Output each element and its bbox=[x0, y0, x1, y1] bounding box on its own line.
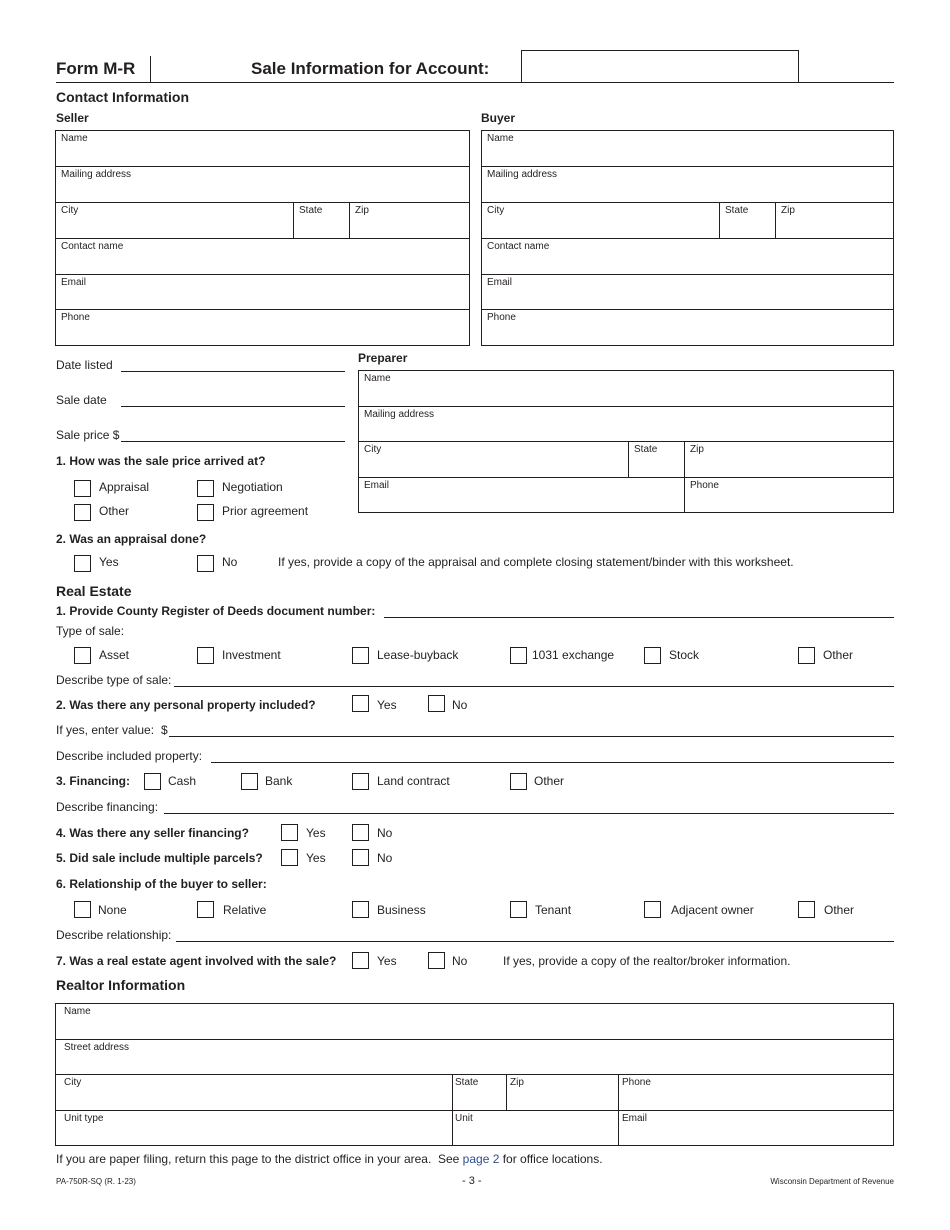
buyer-state-label: State bbox=[725, 205, 749, 216]
sale-asset-label: Asset bbox=[99, 648, 130, 662]
realtor-unit-type-field[interactable] bbox=[56, 1111, 453, 1145]
realtor-zip-field[interactable] bbox=[507, 1075, 619, 1111]
realtor-zip-label: Zip bbox=[510, 1077, 524, 1088]
preparer-name-field[interactable] bbox=[359, 371, 893, 407]
realtor-unit-type-label: Unit type bbox=[64, 1113, 104, 1124]
buyer-name-field[interactable] bbox=[482, 131, 893, 167]
paper-filing-note-text: If you are paper filing, return this page to the district office in your area. See bbox=[56, 1152, 463, 1166]
personal-property-yes-checkbox[interactable] bbox=[352, 695, 369, 712]
financing-cash-checkbox[interactable] bbox=[144, 773, 161, 790]
seller-phone-label: Phone bbox=[61, 312, 90, 323]
re-q5-label: 5. Did sale include multiple parcels? bbox=[56, 851, 263, 865]
sale-1031-exchange-label: 1031 exchange bbox=[532, 648, 615, 662]
date-listed-input[interactable] bbox=[121, 371, 345, 372]
seller-heading: Seller bbox=[56, 111, 89, 125]
page-title: Sale Information for Account: bbox=[251, 59, 490, 78]
financing-other-checkbox[interactable] bbox=[510, 773, 527, 790]
buyer-phone-label: Phone bbox=[487, 312, 516, 323]
page-number: - 3 - bbox=[462, 1175, 482, 1187]
q1-price-method-label: 1. How was the sale price arrived at? bbox=[56, 454, 266, 468]
sale-investment-label: Investment bbox=[222, 648, 281, 662]
seller-city-field[interactable] bbox=[56, 203, 294, 239]
paper-filing-note-tail: for office locations. bbox=[499, 1152, 603, 1166]
buyer-city-label: City bbox=[487, 205, 505, 216]
seller-financing-no-label: No bbox=[377, 826, 393, 840]
personal-property-no-label: No bbox=[452, 698, 468, 712]
re-q1-label: 1. Provide County Register of Deeds document number: bbox=[56, 604, 376, 618]
seller-financing-yes-label: Yes bbox=[306, 826, 326, 840]
price-other-checkbox[interactable] bbox=[74, 504, 91, 521]
preparer-email-field[interactable] bbox=[359, 478, 685, 512]
sale-asset-checkbox[interactable] bbox=[74, 647, 91, 664]
appraisal-no-label: No bbox=[222, 555, 238, 569]
financing-land-contract-checkbox[interactable] bbox=[352, 773, 369, 790]
buyer-phone-field[interactable] bbox=[482, 310, 893, 345]
relationship-relative-label: Relative bbox=[223, 903, 267, 917]
appraisal-yes-checkbox[interactable] bbox=[74, 555, 91, 572]
relationship-relative-checkbox[interactable] bbox=[197, 901, 214, 918]
relationship-tenant-label: Tenant bbox=[535, 903, 572, 917]
buyer-email-label: Email bbox=[487, 277, 513, 288]
personal-property-value-input[interactable] bbox=[169, 736, 894, 737]
preparer-mailing-field[interactable] bbox=[359, 407, 893, 442]
buyer-zip-label: Zip bbox=[781, 205, 795, 216]
realtor-phone-label: Phone bbox=[622, 1077, 651, 1088]
seller-city-label: City bbox=[61, 205, 79, 216]
describe-property-label: Describe included property: bbox=[56, 749, 203, 763]
financing-other-label: Other bbox=[534, 774, 565, 788]
appraisal-note: If yes, provide a copy of the appraisal and complete closing statement/binder with this worksheet. bbox=[278, 555, 794, 569]
realtor-street-field[interactable] bbox=[56, 1040, 893, 1075]
negotiation-label: Negotiation bbox=[222, 480, 283, 494]
seller-box bbox=[55, 130, 470, 346]
seller-zip-label: Zip bbox=[355, 205, 369, 216]
financing-land-contract-label: Land contract bbox=[377, 774, 450, 788]
sale-stock-checkbox[interactable] bbox=[644, 647, 661, 664]
sale-other-label: Other bbox=[823, 648, 854, 662]
seller-email-field[interactable] bbox=[56, 275, 469, 310]
sale-investment-checkbox[interactable] bbox=[197, 647, 214, 664]
realtor-email-label: Email bbox=[622, 1113, 648, 1124]
deeds-document-number-input[interactable] bbox=[384, 617, 894, 618]
sale-other-checkbox[interactable] bbox=[798, 647, 815, 664]
price-other-label: Other bbox=[99, 504, 130, 518]
relationship-business-checkbox[interactable] bbox=[352, 901, 369, 918]
appraisal-yes-label: Yes bbox=[99, 555, 119, 569]
describe-relationship-input[interactable] bbox=[176, 941, 894, 942]
preparer-state-field[interactable] bbox=[629, 442, 685, 478]
seller-phone-field[interactable] bbox=[56, 310, 469, 345]
preparer-email-label: Email bbox=[364, 480, 390, 491]
preparer-state-label: State bbox=[634, 444, 658, 455]
form-code: PA-750R-SQ (R. 1-23) bbox=[56, 1177, 136, 1186]
agent-note: If yes, provide a copy of the realtor/broker information. bbox=[503, 954, 791, 968]
prior-agreement-label: Prior agreement bbox=[222, 504, 309, 518]
buyer-city-field[interactable] bbox=[482, 203, 720, 239]
seller-contact-name-field[interactable] bbox=[56, 239, 469, 275]
sale-lease-buyback-label: Lease-buyback bbox=[377, 648, 459, 662]
seller-state-label: State bbox=[299, 205, 323, 216]
buyer-mailing-field[interactable] bbox=[482, 167, 893, 203]
preparer-zip-field[interactable] bbox=[685, 442, 893, 478]
realtor-unit-field[interactable] bbox=[453, 1111, 619, 1145]
buyer-mailing-label: Mailing address bbox=[487, 169, 558, 180]
appraisal-label: Appraisal bbox=[99, 480, 150, 494]
preparer-zip-label: Zip bbox=[690, 444, 704, 455]
realtor-phone-field[interactable] bbox=[619, 1075, 893, 1111]
paper-filing-note bbox=[56, 1152, 603, 1166]
describe-relationship-label: Describe relationship: bbox=[56, 928, 172, 942]
relationship-business-label: Business bbox=[377, 903, 426, 917]
realtor-box bbox=[55, 1003, 894, 1146]
type-of-sale-label: Type of sale: bbox=[56, 624, 125, 638]
realtor-unit-label: Unit bbox=[455, 1113, 473, 1124]
agent-no-label: No bbox=[452, 954, 468, 968]
seller-name-field[interactable] bbox=[56, 131, 469, 167]
multiple-parcels-yes-label: Yes bbox=[306, 851, 326, 865]
appraisal-checkbox[interactable] bbox=[74, 480, 91, 497]
buyer-email-field[interactable] bbox=[482, 275, 893, 310]
header-divider bbox=[150, 56, 151, 82]
describe-financing-input[interactable] bbox=[164, 813, 894, 814]
real-estate-heading: Real Estate bbox=[56, 583, 132, 599]
sale-price-label: Sale price $ bbox=[56, 428, 120, 442]
buyer-state-field[interactable] bbox=[720, 203, 776, 239]
sale-price-input[interactable] bbox=[121, 441, 345, 442]
describe-type-label: Describe type of sale: bbox=[56, 673, 172, 687]
q2-appraisal-label: 2. Was an appraisal done? bbox=[56, 532, 207, 546]
preparer-mailing-label: Mailing address bbox=[364, 409, 435, 420]
financing-bank-checkbox[interactable] bbox=[241, 773, 258, 790]
buyer-contact-name-field[interactable] bbox=[482, 239, 893, 275]
preparer-phone-label: Phone bbox=[690, 480, 719, 491]
realtor-street-label: Street address bbox=[64, 1042, 130, 1053]
realtor-city-label: City bbox=[64, 1077, 82, 1088]
relationship-other-checkbox[interactable] bbox=[798, 901, 815, 918]
form-id: Form M-R bbox=[56, 59, 136, 78]
page-2-link[interactable]: page 2 bbox=[462, 1152, 500, 1166]
buyer-name-label: Name bbox=[487, 133, 514, 144]
seller-mailing-field[interactable] bbox=[56, 167, 469, 203]
buyer-zip-field[interactable] bbox=[776, 203, 893, 239]
seller-zip-field[interactable] bbox=[350, 203, 469, 239]
buyer-box bbox=[481, 130, 894, 346]
preparer-box bbox=[358, 370, 894, 513]
contact-info-heading: Contact Information bbox=[56, 89, 189, 105]
relationship-none-label: None bbox=[98, 903, 127, 917]
seller-financing-yes-checkbox[interactable] bbox=[281, 824, 298, 841]
preparer-city-label: City bbox=[364, 444, 382, 455]
agent-yes-label: Yes bbox=[377, 954, 397, 968]
seller-email-label: Email bbox=[61, 277, 87, 288]
sale-lease-buyback-checkbox[interactable] bbox=[352, 647, 369, 664]
personal-property-yes-label: Yes bbox=[377, 698, 397, 712]
multiple-parcels-no-label: No bbox=[377, 851, 393, 865]
re-q4-label: 4. Was there any seller financing? bbox=[56, 826, 249, 840]
agency-name: Wisconsin Department of Revenue bbox=[770, 1177, 894, 1186]
realtor-state-field[interactable] bbox=[453, 1075, 507, 1111]
realtor-city-field[interactable] bbox=[56, 1075, 453, 1111]
realtor-info-heading: Realtor Information bbox=[56, 977, 186, 993]
realtor-name-label: Name bbox=[64, 1006, 91, 1017]
realtor-state-label: State bbox=[455, 1077, 479, 1088]
appraisal-no-checkbox[interactable] bbox=[197, 555, 214, 572]
relationship-adjacent-owner-checkbox[interactable] bbox=[644, 901, 661, 918]
realtor-name-field[interactable] bbox=[56, 1004, 893, 1040]
re-q7-label: 7. Was a real estate agent involved with the sale? bbox=[56, 954, 337, 968]
personal-property-no-checkbox[interactable] bbox=[428, 695, 445, 712]
preparer-heading: Preparer bbox=[358, 351, 408, 365]
seller-contact-name-label: Contact name bbox=[61, 241, 124, 252]
relationship-other-label: Other bbox=[824, 903, 855, 917]
sale-stock-label: Stock bbox=[669, 648, 700, 662]
describe-type-input[interactable] bbox=[174, 686, 894, 687]
multiple-parcels-no-checkbox[interactable] bbox=[352, 849, 369, 866]
value-dollar-sign: $ bbox=[161, 723, 168, 737]
seller-name-label: Name bbox=[61, 133, 88, 144]
re-q2-label: 2. Was there any personal property included? bbox=[56, 698, 316, 712]
seller-mailing-label: Mailing address bbox=[61, 169, 132, 180]
financing-bank-label: Bank bbox=[265, 774, 293, 788]
multiple-parcels-yes-checkbox[interactable] bbox=[281, 849, 298, 866]
agent-yes-checkbox[interactable] bbox=[352, 952, 369, 969]
negotiation-checkbox[interactable] bbox=[197, 480, 214, 497]
date-listed-label: Date listed bbox=[56, 358, 113, 372]
buyer-heading: Buyer bbox=[481, 111, 516, 125]
sale-date-label: Sale date bbox=[56, 393, 107, 407]
sale-1031-exchange-checkbox[interactable] bbox=[510, 647, 527, 664]
header-rule bbox=[56, 82, 894, 83]
seller-state-field[interactable] bbox=[294, 203, 350, 239]
prior-agreement-checkbox[interactable] bbox=[197, 504, 214, 521]
buyer-contact-name-label: Contact name bbox=[487, 241, 550, 252]
relationship-none-checkbox[interactable] bbox=[74, 901, 91, 918]
describe-financing-label: Describe financing: bbox=[56, 800, 159, 814]
preparer-name-label: Name bbox=[364, 373, 391, 384]
realtor-email-field[interactable] bbox=[619, 1111, 893, 1145]
sale-date-input[interactable] bbox=[121, 406, 345, 407]
preparer-city-field[interactable] bbox=[359, 442, 629, 478]
describe-property-input[interactable] bbox=[211, 762, 894, 763]
relationship-adjacent-owner-label: Adjacent owner bbox=[671, 903, 754, 917]
re-q6-label: 6. Relationship of the buyer to seller: bbox=[56, 877, 267, 891]
account-number-input[interactable] bbox=[521, 50, 799, 83]
preparer-phone-field[interactable] bbox=[685, 478, 893, 512]
relationship-tenant-checkbox[interactable] bbox=[510, 901, 527, 918]
re-q3-financing-label: 3. Financing: bbox=[56, 774, 131, 788]
seller-financing-no-checkbox[interactable] bbox=[352, 824, 369, 841]
agent-no-checkbox[interactable] bbox=[428, 952, 445, 969]
financing-cash-label: Cash bbox=[168, 774, 197, 788]
if-yes-value-label: If yes, enter value: bbox=[56, 723, 155, 737]
